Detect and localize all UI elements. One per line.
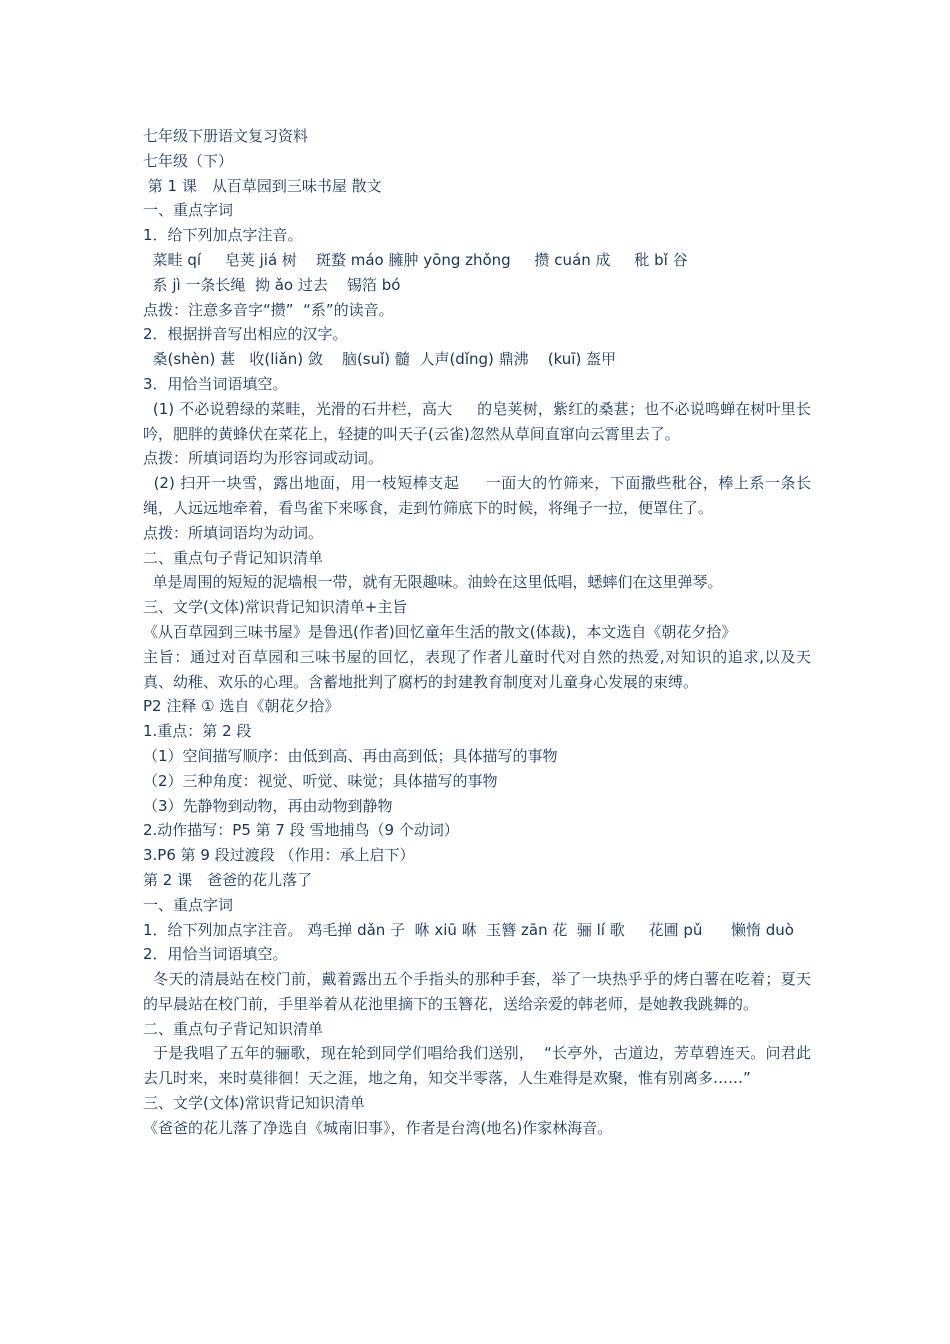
- pinyin-line: 系 jì 一条长绳 拗 ǎo 过去 锡箔 bó: [143, 275, 401, 294]
- paragraph: 单是周围的短短的泥墙根一带，就有无限趣味。油蛉在这里低唱，蟋蟀们在这里弹琴。: [143, 573, 723, 592]
- pinyin-line: 菜畦 qí 皂荚 jiá 树 斑蝥 máo 臃肿 yōng zhǒng 攒 cuán 成 秕 bǐ 谷: [143, 250, 688, 269]
- paragraph: 主旨：通过对百草园和三味书屋的回忆，表现了作者儿童时代对自然的热爱,对知识的追求,以及天真、幼稚、欢乐的心理。含蓄地批判了腐朽的封建教育制度对儿童身心发展的束缚。: [143, 647, 811, 691]
- doc-title: 七年级下册语文复习资料: [143, 127, 309, 145]
- note-line: 3.P6 第 9 段过渡段 （作用：承上启下）: [143, 846, 415, 865]
- section-heading: 二、重点句子背记知识清单: [143, 1019, 324, 1038]
- tip-text: 点拨：所填词语均为形容词或动词。: [143, 449, 384, 468]
- pinyin-line: 桑(shèn) 葚 收(liǎn) 敛 脑(suǐ) 髓 人声(dǐng) 鼎沸 (kuī) 盔甲: [143, 350, 617, 369]
- paragraph: (2) 扫开一块雪，露出地面，用一枝短棒支起 一面大的竹筛来，下面撒些秕谷，棒上系一条长绳，人远远地牵着，看鸟雀下来啄食，走到竹筛底下的时候，将绳子一拉，便罩住了。: [143, 474, 811, 517]
- question-text: 3．用恰当词语填空。: [143, 374, 288, 393]
- note-line: （3）先静物到动物，再由动物到静物: [143, 796, 393, 815]
- paragraph: 于是我唱了五年的骊歌，现在轮到同学们唱给我们送别， “长亭外，古道边，芳草碧连天。问君此去几时来，来时莫徘徊！天之涯，地之角，知交半零落，人生难得是欢聚，惟有别离多……”: [143, 1044, 811, 1088]
- note-line: （2）三种角度：视觉、听觉、味觉；具体描写的事物: [143, 771, 498, 790]
- paragraph: 《从百草园到三味书屋》是鲁迅(作者)回忆童年生活的散文(体裁)，本文选自《朝花夕拾》: [143, 622, 737, 641]
- question-text: 2．用恰当词语填空。: [143, 945, 288, 964]
- note-line: P2 注释 ① 选自《朝花夕拾》: [143, 697, 340, 716]
- tip-text: 点拨：注意多音字“攒” “系”的读音。: [143, 300, 394, 319]
- document-body: [143, 124, 811, 1141]
- grade-heading: 七年级（下）: [143, 151, 234, 170]
- paragraph: 冬天的清晨站在校门前，戴着露出五个手指头的那种手套，举了一块热乎乎的烤白薯在吃着；夏天的早晨站在校门前，手里举着从花池里摘下的玉簪花，送给亲爱的韩老师，是她教我跳舞的。: [143, 970, 811, 1013]
- pinyin-line: 1．给下列加点字注音。 鸡毛掸 dǎn 子 咻 xiū 咻 玉簪 zān 花 骊 lí 歌 花圃 pǔ 懒惰 duò: [143, 920, 794, 939]
- section-heading: 二、重点句子背记知识清单: [143, 548, 324, 567]
- paragraph: 《爸爸的花儿落了净选自《城南旧事》，作者是台湾(地名)作家林海音。: [143, 1118, 613, 1137]
- question-text: 1．给下列加点字注音。: [143, 226, 303, 245]
- paragraph: (1) 不必说碧绿的菜畦，光滑的石井栏，高大 的皂荚树，紫红的桑葚；也不必说鸣蝉在树叶里长吟，肥胖的黄蜂伏在菜花上，轻捷的叫天子(云雀)忽然从草间直窜向云霄里去了。: [143, 399, 811, 443]
- lesson-2-heading: 第 2 课 爸爸的花儿落了: [143, 870, 313, 889]
- note-line: 2.动作描写：P5 第 7 段 雪地捕鸟（9 个动词）: [143, 821, 459, 840]
- section-heading: 三、文学(文体)常识背记知识清单+主旨: [143, 598, 408, 617]
- section-heading: 一、重点字词: [143, 201, 234, 220]
- section-heading: 一、重点字词: [143, 895, 234, 914]
- section-heading: 三、文学(文体)常识背记知识清单: [143, 1094, 365, 1113]
- tip-text: 点拨：所填词语均为动词。: [143, 523, 324, 542]
- question-text: 2．根据拼音写出相应的汉字。: [143, 325, 348, 344]
- note-line: 1.重点：第 2 段: [143, 722, 252, 741]
- lesson-1-heading: 第 1 课 从百草园到三味书屋 散文: [143, 176, 382, 195]
- note-line: （1）空间描写顺序：由低到高、再由高到低；具体描写的事物: [143, 746, 558, 765]
